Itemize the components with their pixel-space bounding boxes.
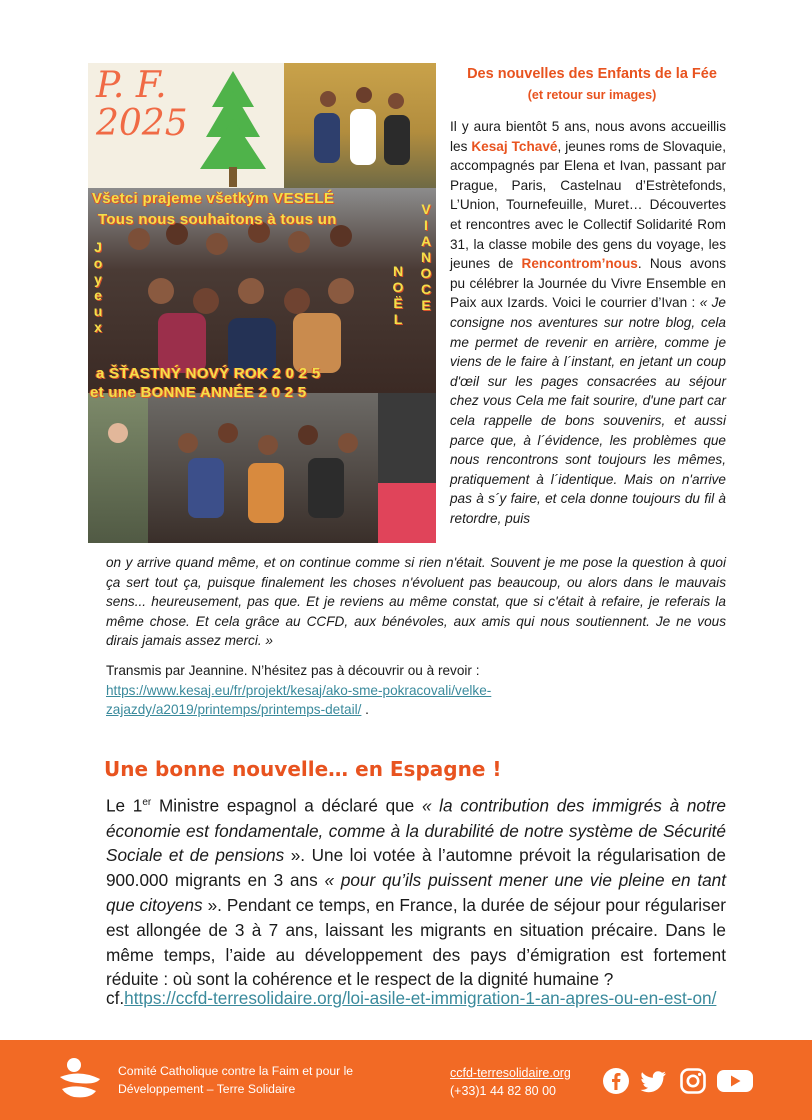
greeting-line-fr: Tous nous souhaitons à tous un xyxy=(98,211,337,228)
photo-bottom-left xyxy=(88,393,148,543)
twitter-icon[interactable] xyxy=(640,1067,668,1095)
greeting-line-sk: Všetci prajeme všetkým VESELÉ xyxy=(92,190,335,207)
spain-paragraph: Le 1er Ministre espagnol a déclaré que « la contribution des immigrés à notre économie est fondamentale, comme à la durabilité de notre système de Sécurité Sociale et de pensions ». Une loi votée à l’automne prévoit la régularisation de 900.000 migrants en 3 ans « pour qu’ils puissent mener une vie pleine en tant que citoyens ». Pendant ce temps, en France, la durée de séjour pour régulariser est allongée de 3 à 7 ans, laissant les migrants en situation précaire. Dans le même temps, l’aide au développement des pays d’émigration est fortement réduite : où sont la cohérence et le respect de la dignité humaine ? xyxy=(106,795,726,990)
pf-greeting: P. F. 2025 xyxy=(96,65,188,144)
ccfd-article-link[interactable]: https://ccfd-terresolidaire.org/loi-asile-et-immigration-1-an-apres-ou-en-est-on/ xyxy=(124,988,717,1008)
greeting-card-collage xyxy=(88,63,436,543)
footer-website-link[interactable]: ccfd-terresolidaire.org xyxy=(450,1066,571,1080)
article-column-text: Il y aura bientôt 5 ans, nous avons accueillis les Kesaj Tchavé, jeunes roms de Slovaquie, accompagnés par Elena et Ivan, passant par Prague, Paris, Castelnau d’Estrètefonds, L’Union, Tournefeuille, Muret… Découvertes et rencontres avec le Collectif Solidarité Rom 31, la classe mobile des gens du voyage, les jeunes de Rencontrom’nous. Nous avons pu célébrer la Journée du Vivre Ensemble en Paix aux Izards. Voici le courrier d’Ivan : « Je consigne nos aventures sur notre blog, cela me permet de revenir en arrière, comme je viens de le faire à l´instant, en jetant un coup d'œil sur les pages consacrées au séjour chez vous Cela me fait sourire, d'une part car cela rappelle de bons souvenirs, et aussi parce que, à l´évidence, les problèmes que nous rencontrons sont toujours les mêmes, pratiquement à l´identique. Mais on n'arrive pas à s´y faire, et cela donne toujours du fil à retordre, puis xyxy=(450,119,727,526)
facebook-icon[interactable] xyxy=(602,1067,630,1095)
transmis-paragraph: Transmis par Jeannine. N’hésitez pas à découvrir ou à revoir : https://www.kesaj.eu/fr/projekt/kesaj/ako-sme-pokracovali/velke- zajazdy/a2019/printemps/printemps-detail/ . xyxy=(106,663,492,718)
greeting-line-fr-2: et une BONNE ANNÉE 2 0 2 5 xyxy=(90,384,307,401)
instagram-icon[interactable] xyxy=(679,1067,707,1095)
kesaj-link[interactable]: https://www.kesaj.eu/fr/projekt/kesaj/ako-sme-pokracovali/velke- zajazdy/a2019/printemps/printemps-detail/ xyxy=(106,682,492,718)
vertical-joyeux: J o y e u x xyxy=(93,239,103,335)
article-title: Des nouvelles des Enfants de la Fée xyxy=(467,66,717,82)
ccfd-logo-icon xyxy=(56,1055,104,1103)
logo-sticker xyxy=(378,483,436,543)
greeting-line-sk-2: a ŠŤASTNÝ NOVÝ ROK 2 0 2 5 xyxy=(96,365,321,382)
footer xyxy=(0,1040,812,1120)
cf-reference: cf.https://ccfd-terresolidaire.org/loi-asile-et-immigration-1-an-apres-ou-en-est-on/ xyxy=(106,988,717,1008)
vertical-noel: N O Ë L xyxy=(392,263,404,327)
article-subtitle: (et retour sur images) xyxy=(527,88,657,102)
kesaj-highlight: Kesaj Tchavé xyxy=(471,138,558,154)
ivan-quote: « Je consigne nos aventures sur notre blog, cela me permet de revenir en arrière, comme je viens de le faire à l´instant, en jetant un coup d'œil sur les pages consacrées au séjour chez vous Cela me fait sourire, d'une part car cela rappelle de bons souvenirs, et aussi parce que, à l´évidence, les problèmes que nous rencontrons sont toujours les mêmes, pratiquement à l´identique. Mais on n'arrive pas à s´y faire, et cela donne toujours du fil à retordre, puis xyxy=(450,295,726,526)
section-heading: Une bonne nouvelle… en Espagne ! xyxy=(104,757,502,781)
vertical-vianoce: V I A N O C E xyxy=(420,201,432,313)
rencontrom-highlight: Rencontrom’nous xyxy=(521,256,638,272)
footer-org-name: Comité Catholique contre la Faim et pour le Développement – Terre Solidaire xyxy=(118,1064,354,1096)
ivan-quote-continued: on y arrive quand même, et on continue comme si rien n'était. Souvent je me pose la question à quoi ça sert tout ça, puisque finalement les choses n'évoluent pas beaucoup, ou alors dans le mauvais sens... heureusement, pas que. Et je reviens au même constat, que si c'était à refaire, je referais la même chose. Et cela grâce au CCFD, aux bénévoles, aux amis qui nous soutiennent. Je ne vous dirais jamais assez merci. » xyxy=(106,555,726,649)
christmas-tree-icon xyxy=(198,69,268,189)
youtube-icon[interactable] xyxy=(716,1067,754,1095)
footer-phone: (+33)1 44 82 80 00 xyxy=(450,1084,556,1098)
